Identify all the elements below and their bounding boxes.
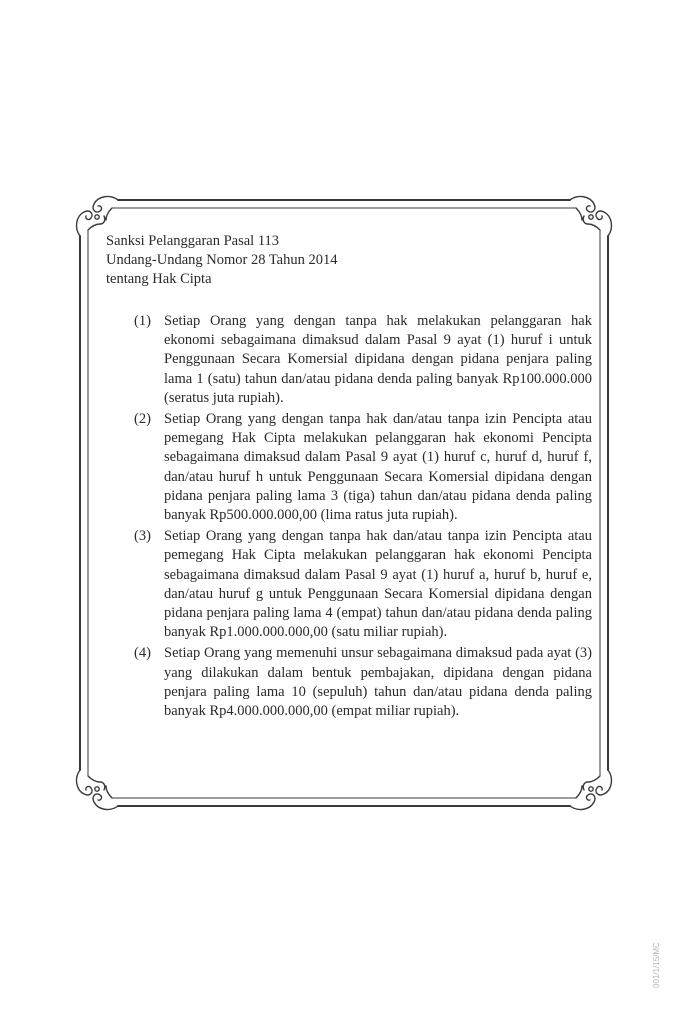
side-code-label: 001/1/15/MC: [652, 942, 661, 988]
clause-text: Setiap Orang yang dengan tanpa hak dan/atau tanpa izin Pencipta atau pemegang Hak Cipta melakukan pelanggaran hak ekonomi Pencipta sebagaimana dimaksud dalam Pasal 9 ayat (1) huruf a, huruf b, huruf e, dan/atau huruf g untuk Penggunaan Secara Komersial dipidana dengan pidana penjara paling lama 4 (empat) tahun dan/atau pidana denda paling banyak Rp1.000.000.000,00 (satu miliar rupiah).: [164, 528, 592, 641]
heading-line: Undang-Undang Nomor 28 Tahun 2014: [106, 252, 338, 268]
document-body: [106, 232, 592, 723]
clause-text: Setiap Orang yang memenuhi unsur sebagaimana dimaksud pada ayat (3) yang dilakukan dalam bentuk pembajakan, dipidana dengan pidana penjara paling lama 10 (sepuluh) tahun dan/atau pidana denda paling banyak Rp4.000.000.000,00 (empat miliar rupiah).: [164, 645, 592, 720]
corner-ornament-icon: [77, 197, 118, 236]
heading-line: Sanksi Pelanggaran Pasal 113: [106, 233, 280, 249]
clause-number: (4): [134, 645, 151, 662]
clause-number: (1): [134, 313, 151, 329]
clause-item: [106, 644, 592, 721]
clause-item: [106, 312, 592, 408]
document-heading: [106, 232, 592, 289]
clause-text: Setiap Orang yang dengan tanpa hak dan/atau tanpa izin Pencipta atau pemegang Hak Cipta melakukan pelanggaran hak ekonomi Pencipta sebagaimana dimaksud dalam Pasal 9 ayat (1) huruf c, huruf d, huruf f, dan/atau huruf h untuk Penggunaan Secara Komersial dipidana dengan pidana penjara paling lama 3 (tiga) tahun dan/atau pidana denda paling banyak Rp500.000.000,00 (lima ratus juta rupiah).: [164, 411, 592, 524]
sanction-frame: [70, 190, 618, 816]
clause-text: Setiap Orang yang dengan tanpa hak melakukan pelanggaran hak ekonomi sebagaimana dimaksud dalam Pasal 9 ayat (1) huruf i untuk Penggunaan Secara Komersial dipidana dengan pidana penjara paling lama 1 (satu) tahun dan/atau pidana denda paling banyak Rp100.000.000 (seratus juta rupiah).: [164, 313, 592, 406]
clause-item: [106, 527, 592, 642]
clause-list: [106, 312, 592, 721]
clause-item: [106, 410, 592, 525]
heading-line: tentang Hak Cipta: [106, 271, 212, 287]
clause-number: (2): [134, 411, 151, 428]
clause-number: (3): [134, 528, 151, 545]
